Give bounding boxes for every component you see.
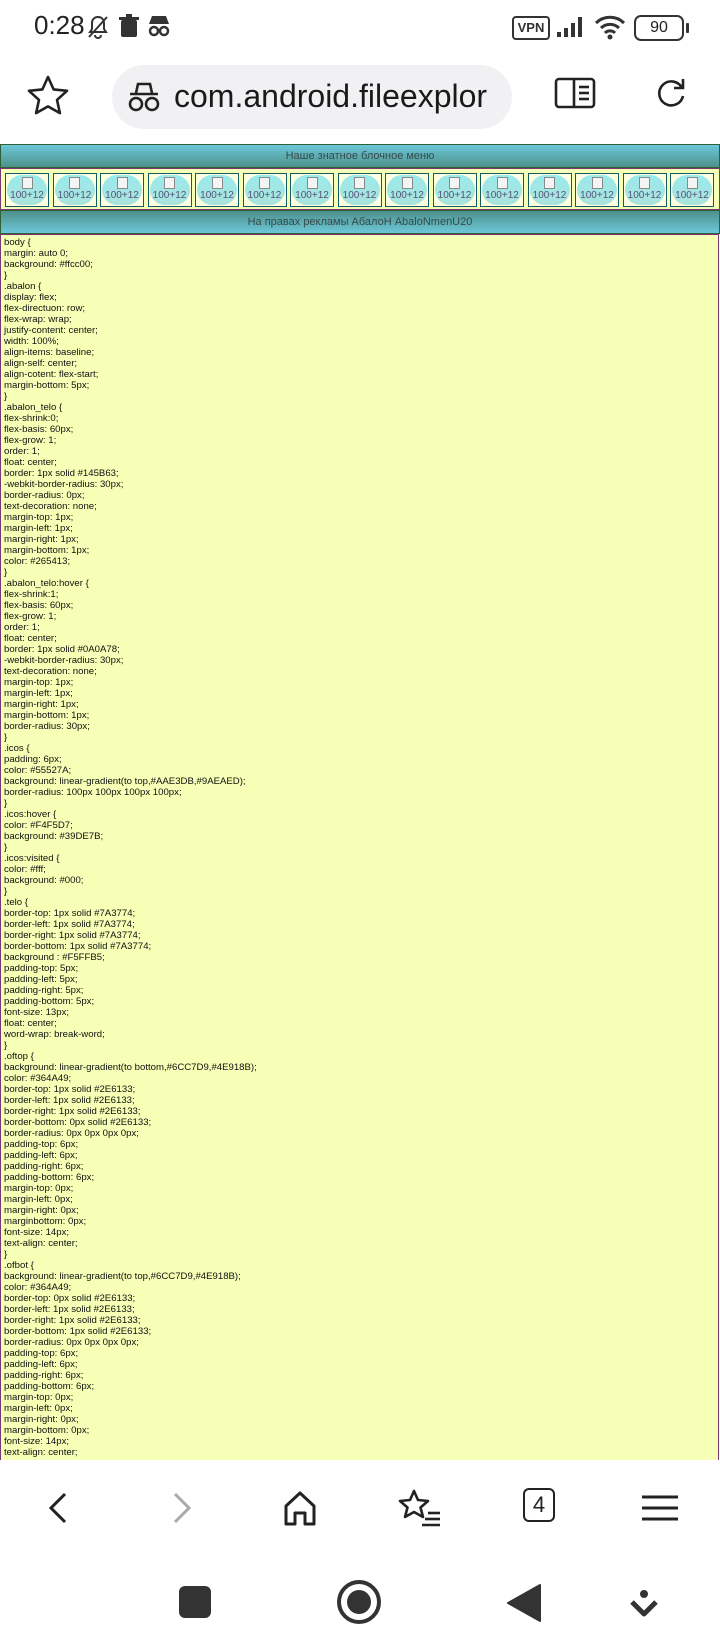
reader-mode-icon[interactable] (554, 76, 596, 110)
code-line: background: linear-gradient(to top,#AAE3DB,#9AEAED); (4, 776, 246, 787)
code-line: padding-right: 6px; (4, 1370, 84, 1381)
menu-item[interactable]: 100+12 (243, 173, 287, 207)
code-line: float: center; (4, 1018, 57, 1029)
code-line: align-self: center; (4, 358, 78, 369)
code-line: border-top: 1px solid #2E6133; (4, 1084, 136, 1095)
forward-arrow-icon[interactable] (152, 1480, 208, 1536)
code-line: margin-bottom: 1px; (4, 545, 90, 556)
code-line: background: #ffcc00; (4, 259, 93, 270)
code-line: padding-bottom: 5px; (4, 996, 95, 1007)
url-text[interactable]: com.android.fileexplor (174, 78, 488, 114)
menu-item[interactable]: 100+12 (623, 173, 667, 207)
broken-image-icon (544, 177, 555, 189)
menu-item[interactable]: 100+12 (195, 173, 239, 207)
code-line: color: #265413; (4, 556, 71, 567)
code-line: padding-right: 6px; (4, 1161, 84, 1172)
bottom-menu-footer: На правах рекламы АбалоН AbaloNmenU20 (0, 210, 720, 234)
code-line: align-cotent: flex-start; (4, 369, 99, 380)
code-line: margin-right: 1px; (4, 699, 79, 710)
site-info-icon[interactable] (126, 81, 162, 113)
code-line: margin-bottom: 1px; (4, 710, 90, 721)
code-line: } (4, 798, 8, 809)
code-line: margin: auto 0; (4, 248, 68, 259)
code-line: font-size: 13px; (4, 1007, 70, 1018)
code-line: .abalon_telo:hover { (4, 578, 89, 589)
code-line: text-decoration: none; (4, 666, 97, 677)
wifi-icon (594, 14, 626, 40)
broken-image-icon (117, 177, 128, 189)
web-content[interactable] (0, 144, 720, 1460)
battery-indicator: 90 (634, 15, 684, 41)
hide-nav-chevron-icon[interactable] (629, 1588, 659, 1620)
code-line: .icos:visited { (4, 853, 60, 864)
broken-image-icon (354, 177, 365, 189)
code-line: color: #364A49; (4, 1073, 72, 1084)
status-bar (0, 0, 720, 55)
trash-icon (118, 14, 140, 38)
menu-item[interactable]: 100+12 (670, 173, 714, 207)
code-line: background : #F5FFB5; (4, 952, 105, 963)
broken-image-icon (22, 177, 33, 189)
status-time: 0:28 (34, 10, 85, 40)
code-line: margin-left: 0px; (4, 1194, 73, 1205)
code-line: } (4, 1249, 8, 1260)
code-line: margin-right: 0px; (4, 1414, 79, 1425)
code-line: border-right: 1px solid #2E6133; (4, 1315, 141, 1326)
signal-icon (556, 14, 586, 38)
broken-image-icon (497, 177, 508, 189)
recents-square-icon[interactable] (176, 1583, 214, 1621)
home-icon[interactable] (272, 1480, 328, 1536)
code-line: border-right: 1px solid #2E6133; (4, 1106, 141, 1117)
broken-image-icon (639, 177, 650, 189)
code-line: border: 1px solid #145B63; (4, 468, 119, 479)
code-line: border-top: 0px solid #2E6133; (4, 1293, 136, 1304)
code-line: margin-right: 1px; (4, 534, 79, 545)
code-line: border-left: 1px solid #2E6133; (4, 1095, 135, 1106)
broken-image-icon (687, 177, 698, 189)
code-line: border-bottom: 0px solid #2E6133; (4, 1117, 152, 1128)
code-line: border-radius: 30px; (4, 721, 90, 732)
code-line: border: 1px solid #0A0A78; (4, 644, 120, 655)
menu-item[interactable]: 100+12 (5, 173, 49, 207)
code-line: } (4, 391, 8, 402)
reload-icon[interactable] (654, 76, 688, 110)
menu-item[interactable]: 100+12 (528, 173, 572, 207)
css-code-block (0, 234, 719, 1460)
code-line: padding: 6px; (4, 754, 62, 765)
code-line: flex-grow: 1; (4, 611, 57, 622)
code-line: .oftop { (4, 1051, 34, 1062)
code-line: align-items: baseline; (4, 347, 95, 358)
vpn-badge: VPN (512, 16, 550, 40)
menu-item[interactable]: 100+12 (480, 173, 524, 207)
back-triangle-icon[interactable] (504, 1582, 544, 1624)
bookmark-star-icon[interactable] (26, 74, 70, 118)
code-line: padding-right: 5px; (4, 985, 84, 996)
code-line: text-align: center; (4, 1447, 78, 1458)
code-line: border-left: 1px solid #7A3774; (4, 919, 135, 930)
code-line: flex-shrink:1; (4, 589, 59, 600)
code-line: } (4, 886, 8, 897)
code-line: } (4, 567, 8, 578)
code-line: margin-top: 1px; (4, 512, 74, 523)
code-line: margin-bottom: 5px; (4, 380, 90, 391)
code-line: padding-top: 6px; (4, 1139, 79, 1150)
code-line: } (4, 270, 8, 281)
back-arrow-icon[interactable] (32, 1480, 88, 1536)
address-bar[interactable] (112, 65, 512, 129)
code-line: padding-left: 6px; (4, 1150, 78, 1161)
code-line: } (4, 842, 8, 853)
browser-toolbar (0, 60, 720, 140)
code-line: margin-left: 1px; (4, 688, 73, 699)
code-line: } (4, 732, 8, 743)
broken-image-icon (259, 177, 270, 189)
menu-item[interactable]: 100+12 (100, 173, 144, 207)
code-line: margin-top: 1px; (4, 677, 74, 688)
code-line: .ofbot { (4, 1260, 34, 1271)
menu-item[interactable]: 100+12 (575, 173, 619, 207)
code-line: background: linear-gradient(to bottom,#6CC7D9,#4E918B); (4, 1062, 257, 1073)
code-line: float: center; (4, 633, 57, 644)
code-line: border-radius: 100px 100px 100px 100px; (4, 787, 182, 798)
code-line: background: #000; (4, 875, 84, 886)
code-line: display: flex; (4, 292, 57, 303)
block-menu (0, 168, 720, 210)
code-line: border-radius: 0px 0px 0px 0px; (4, 1337, 139, 1348)
code-line: -webkit-border-radius: 30px; (4, 655, 124, 666)
code-line: justify-content: center; (4, 325, 98, 336)
code-line: flex-directuon: row; (4, 303, 86, 314)
code-line: order: 1; (4, 622, 40, 633)
code-line: border-bottom: 1px solid #2E6133; (4, 1326, 152, 1337)
broken-image-icon (592, 177, 603, 189)
code-line: float: center; (4, 457, 57, 468)
code-line: color: #55527A; (4, 765, 72, 776)
code-line: flex-grow: 1; (4, 435, 57, 446)
code-line: padding-bottom: 6px; (4, 1172, 95, 1183)
menu-item[interactable]: 100+12 (148, 173, 192, 207)
code-line: color: #F4F5D7; (4, 820, 73, 831)
code-line: word-wrap: break-word; (4, 1029, 105, 1040)
code-line: margin-left: 1px; (4, 523, 73, 534)
code-line: flex-wrap: wrap; (4, 314, 72, 325)
code-line: margin-bottom: 0px; (4, 1425, 90, 1436)
menu-item[interactable]: 100+12 (53, 173, 97, 207)
code-line: padding-left: 5px; (4, 974, 78, 985)
code-line: color: #fff; (4, 864, 46, 875)
code-line: text-align: center; (4, 1238, 78, 1249)
code-line: margin-left: 0px; (4, 1403, 73, 1414)
browser-bottom-nav (0, 1460, 720, 1555)
tabs-button[interactable]: 4 (523, 1488, 555, 1522)
code-line: border-radius: 0px; (4, 490, 85, 501)
menu-item[interactable]: 100+12 (385, 173, 429, 207)
code-line: padding-left: 6px; (4, 1359, 78, 1370)
top-menu-header: Наше знатное блочное меню (0, 144, 720, 168)
menu-item[interactable]: 100+12 (338, 173, 382, 207)
broken-image-icon (449, 177, 460, 189)
code-line: margin-top: 0px; (4, 1183, 74, 1194)
code-line: body { (4, 237, 31, 248)
code-line: } (4, 1040, 8, 1051)
code-line: .telo { (4, 897, 29, 908)
broken-image-icon (164, 177, 175, 189)
code-line: background: #39DE7B; (4, 831, 104, 842)
code-line: border-radius: 0px 0px 0px 0px; (4, 1128, 139, 1139)
hamburger-menu-icon[interactable] (632, 1480, 688, 1536)
code-line: flex-basis: 60px; (4, 424, 74, 435)
code-line: margin-right: 0px; (4, 1205, 79, 1216)
code-line: padding-bottom: 6px; (4, 1381, 95, 1392)
mute-notifications-icon (86, 14, 110, 40)
code-line: border-right: 1px solid #7A3774; (4, 930, 141, 941)
code-line: text-decoration: none; (4, 501, 97, 512)
code-line: padding-top: 5px; (4, 963, 79, 974)
code-line: width: 100%; (4, 336, 59, 347)
code-line: color: #364A49; (4, 1282, 72, 1293)
code-line: font-size: 14px; (4, 1227, 70, 1238)
code-line: flex-basis: 60px; (4, 600, 74, 611)
code-line: flex-shrink:0; (4, 413, 59, 424)
code-line: background: linear-gradient(to top,#6CC7D9,#4E918B); (4, 1271, 241, 1282)
menu-item[interactable]: 100+12 (433, 173, 477, 207)
bookmarks-list-icon[interactable] (392, 1480, 448, 1536)
code-line: .abalon { (4, 281, 42, 292)
code-line: order: 1; (4, 446, 40, 457)
code-line: border-left: 1px solid #2E6133; (4, 1304, 135, 1315)
code-line: -webkit-border-radius: 30px; (4, 479, 124, 490)
incognito-icon (146, 14, 172, 38)
menu-item[interactable]: 100+12 (290, 173, 334, 207)
system-nav-bar (0, 1555, 720, 1650)
code-line: padding-top: 6px; (4, 1348, 79, 1359)
broken-image-icon (212, 177, 223, 189)
code-line: font-size: 14px; (4, 1436, 70, 1447)
code-line: .icos { (4, 743, 30, 754)
code-line: border-top: 1px solid #7A3774; (4, 908, 136, 919)
broken-image-icon (69, 177, 80, 189)
broken-image-icon (307, 177, 318, 189)
code-line: marginbottom: 0px; (4, 1216, 87, 1227)
code-line: .icos:hover { (4, 809, 57, 820)
code-line: margin-top: 0px; (4, 1392, 74, 1403)
code-line: border-bottom: 1px solid #7A3774; (4, 941, 152, 952)
code-line: .abalon_telo { (4, 402, 63, 413)
broken-image-icon (402, 177, 413, 189)
home-circle-icon[interactable] (335, 1578, 383, 1626)
